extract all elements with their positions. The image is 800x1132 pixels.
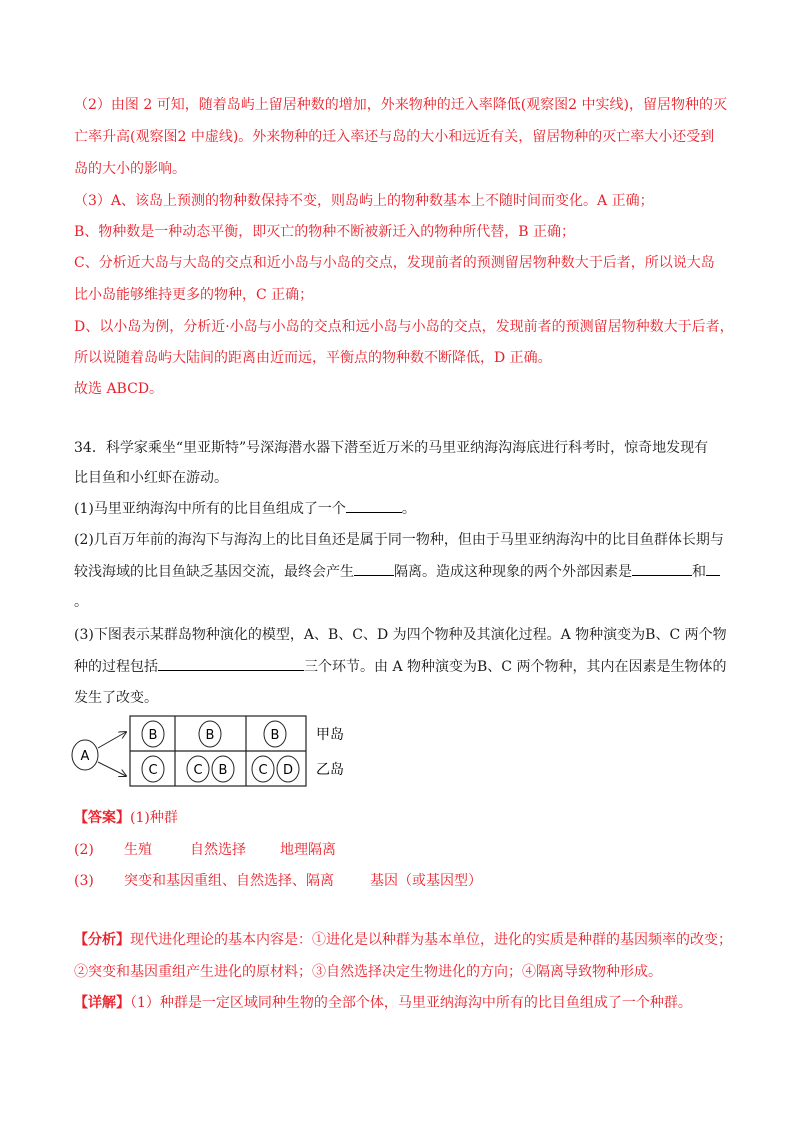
analysis-text-1: 现代进化理论的基本内容是：①进化是以种群为基本单位，进化的实质是种群的基因频率的改变； <box>130 932 732 948</box>
answer-1: (1)种群 <box>130 810 178 826</box>
answer-line-1 <box>74 808 178 828</box>
q1-end: 。 <box>401 501 416 517</box>
question-2-line-3: 。 <box>74 594 88 610</box>
arrow-to-jia <box>98 732 126 748</box>
prev-p2-line-2: 亡率升高(观察图2 中虚线)。外来物种的迁入率还与岛的大小和远近有关，留居物种的灭亡率大小还受到 <box>74 129 715 145</box>
question-2-line-2 <box>74 561 720 582</box>
jia-cell-1 <box>142 721 164 747</box>
species-label: C <box>258 763 268 778</box>
analysis-line-1 <box>74 930 732 950</box>
q3-text-b: 三个环节。由 A 物种演变为B、C 两个物种，其内在因素是生物体的 <box>304 659 727 675</box>
yi-cell-1 <box>142 756 164 782</box>
species-label: B <box>218 763 228 778</box>
detail-tag: 【详解】 <box>74 995 130 1011</box>
prev-p3-line-3: C、分析近大岛与大岛的交点和近小岛与小岛的交点，发现前者的预测留居物种数大于后者，所以说大岛 <box>74 255 715 271</box>
yi-cell-3 <box>252 756 299 782</box>
prev-p3-line-1: （3）A、该岛上预测的物种数保持不变，则岛屿上的物种数基本上不随时间而变化。A 正确； <box>74 193 654 209</box>
question-intro-1: 34．科学家乘坐“里亚斯特”号深海潜水器下潜至近万米的马里亚纳海沟海底进行科考时，惊奇地发现有 <box>74 440 709 456</box>
answer-3-item-1: 突变和基因重组、自然选择、隔离 <box>124 873 334 889</box>
answer-3-num: (3) <box>74 873 94 889</box>
species-label: C <box>148 763 158 778</box>
q1-blank[interactable] <box>346 498 402 513</box>
answer-tag: 【答案】 <box>74 810 130 826</box>
species-a-label: A <box>80 749 90 764</box>
jia-island-label: 甲岛 <box>316 727 344 743</box>
question-1 <box>74 498 416 519</box>
answer-2-num: (2) <box>74 842 94 858</box>
answer-2-item-3: 地理隔离 <box>280 842 336 858</box>
arrow-to-yi <box>98 762 126 776</box>
q2-text-b: 隔离。造成这种现象的两个外部因素是 <box>394 564 632 580</box>
prev-p2-line-3: 岛的大小的影响。 <box>74 161 186 177</box>
jia-cell-2 <box>199 721 221 747</box>
q3-text-a: 种的过程包括 <box>74 659 158 675</box>
prev-conclusion: 故选 ABCD。 <box>74 381 164 397</box>
prev-p2-line-1: （2）由图 2 可知，随着岛屿上留居种数的增加，外来物种的迁入率降低(观察图2 中实线)，留居物种的灭 <box>74 97 727 113</box>
question-2-line-1: (2)几百万年前的海沟下与海沟上的比目鱼还是属于同一物种，但由于马里亚纳海沟中的比目鱼群体长期与 <box>74 532 724 548</box>
question-3-line-1: (3)下图表示某群岛物种演化的模型，A、B、C、D 为四个物种及其演化过程。A 物种演变为B、C 两个物 <box>74 627 727 643</box>
question-intro-2: 比目鱼和小红虾在游动。 <box>74 470 228 486</box>
question-3-line-3: 发生了改变。 <box>74 690 158 706</box>
answer-3-item-2: 基因（或基因型） <box>370 873 482 889</box>
island-evolution-diagram <box>68 712 368 788</box>
analysis-tag: 【分析】 <box>74 932 130 948</box>
question-3-line-2 <box>74 656 726 677</box>
answer-2-item-1: 生殖 <box>124 842 152 858</box>
jia-cell-3 <box>264 721 286 747</box>
analysis-line-2: ②突变和基因重组产生进化的原材料；③自然选择决定生物进化的方向；④隔离导致物种形成。 <box>74 964 662 980</box>
species-label: D <box>282 763 294 778</box>
q2-text-c: 和 <box>692 564 706 580</box>
detail-text-1: （1）种群是一定区域同种生物的全部个体，马里亚纳海沟中所有的比目鱼组成了一个种群。 <box>130 995 692 1011</box>
prev-p3-line-4: 比小岛能够维持更多的物种，C 正确； <box>74 287 314 303</box>
prev-p3-line-2: B、物种数是一种动态平衡，即灭亡的物种不断被新迁入的物种所代替，B 正确； <box>74 224 576 240</box>
yi-island-label: 乙岛 <box>316 762 344 778</box>
species-label: B <box>205 728 215 743</box>
answer-line-3 <box>74 871 482 891</box>
q1-text: (1)马里亚纳海沟中所有的比目鱼组成了一个 <box>74 501 346 517</box>
prev-p3-line-6: 所以说随着岛屿大陆间的距离由近而远，平衡点的物种数不断降低，D 正确。 <box>74 350 552 366</box>
species-label: B <box>270 728 280 743</box>
answer-line-2 <box>74 840 336 860</box>
q2-text-a: 较浅海域的比目鱼缺乏基因交流，最终会产生 <box>74 564 354 580</box>
q2-blank-1[interactable] <box>354 561 394 576</box>
q2-blank-3[interactable] <box>706 561 720 576</box>
q3-blank-1[interactable] <box>158 656 304 671</box>
answer-2-item-2: 自然选择 <box>190 842 246 858</box>
species-label: C <box>193 763 203 778</box>
yi-cell-2 <box>187 756 234 782</box>
prev-p3-line-5: D、以小岛为例，分析近·小岛与小岛的交点和远小岛与小岛的交点，发现前者的预测留居物种数大于后者， <box>74 319 734 335</box>
detail-line-1 <box>74 993 692 1013</box>
species-label: B <box>148 728 158 743</box>
q2-blank-2[interactable] <box>632 561 692 576</box>
